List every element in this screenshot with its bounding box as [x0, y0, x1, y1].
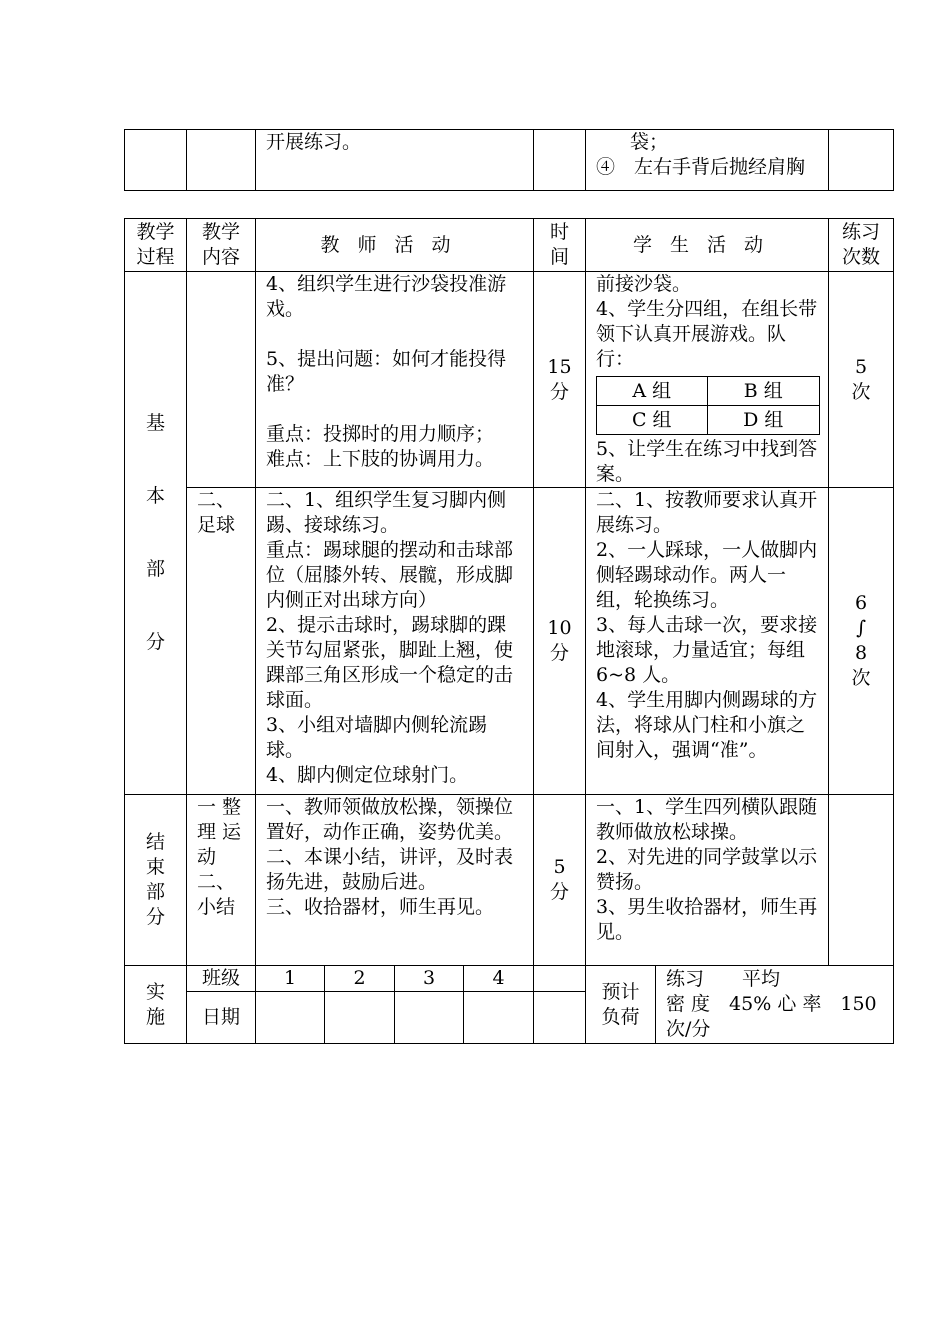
content-line: 动 [197, 846, 217, 868]
practice-unit: 次 [851, 667, 871, 689]
load-value [656, 966, 894, 1044]
basic-label-char: 基 [145, 412, 165, 434]
ending-teacher [256, 795, 534, 966]
basic-row-2 [125, 488, 894, 795]
basic-row2-practice [829, 488, 894, 795]
basic-row1-practice [829, 272, 894, 488]
practice-range: ∫ [856, 617, 866, 639]
header-content [187, 219, 256, 272]
date-cell [464, 992, 534, 1044]
ending-part-label [125, 795, 187, 966]
student-line: 2、对先进的同学鼓掌以示赞扬。 [596, 846, 818, 893]
basic-label-char: 本 [145, 485, 165, 507]
basic-part-label [125, 272, 187, 795]
time-value: 5 [553, 856, 566, 878]
basic-row2-content [187, 488, 256, 795]
time-value: 15 [547, 355, 572, 378]
content-line: 一 整 [197, 796, 242, 818]
header-process [125, 219, 187, 272]
impl-label-char: 施 [145, 1005, 165, 1028]
header-time-line: 时 [550, 221, 570, 243]
header-content-line: 教学 [201, 221, 240, 243]
header-practice-line: 练习 [842, 221, 881, 243]
cont-student-line: 袋； [630, 131, 669, 153]
teacher-line: 2、提示击球时，踢球脚的踝关节勾屈紧张，脚趾上翘，使踝部三角区形成一个稳定的击球面。 [266, 614, 514, 711]
content-line: 小结 [197, 896, 236, 918]
continuation-table [124, 129, 894, 191]
header-process-line: 过程 [136, 246, 175, 268]
header-practice [829, 219, 894, 272]
load-label-line: 预计 [601, 980, 640, 1003]
group-c: C 组 [597, 406, 708, 435]
basic-row-1 [125, 272, 894, 488]
teacher-line: 重点：踢球腿的摆动和击球部位（屈膝外转、展髋，形成脚内侧正对出球方向） [266, 539, 514, 611]
student-line: 3、每人击球一次，要求接地滚球，力量适宜；每组6~8 人。 [596, 614, 818, 686]
class-label: 班级 [187, 966, 256, 992]
ending-practice [829, 795, 894, 966]
class-number: 4 [464, 966, 534, 992]
basic-row1-time [534, 272, 586, 488]
teacher-line: 三、收拾器材，师生再见。 [266, 896, 495, 918]
basic-label-char: 部 [145, 558, 165, 580]
group-d: D 组 [707, 406, 819, 435]
time-unit: 分 [550, 642, 570, 664]
cont-process-cell [125, 130, 187, 191]
class-number: 3 [395, 966, 464, 992]
content-line: 二、 [197, 871, 236, 893]
class-number: 2 [325, 966, 395, 992]
teacher-line: 一、教师领做放松操，领操位置好，动作正确，姿势优美。 [266, 796, 514, 843]
header-practice-line: 次数 [842, 246, 881, 268]
load-label-line: 负荷 [601, 1005, 640, 1028]
ending-time [534, 795, 586, 966]
class-number: 1 [256, 966, 325, 992]
ending-label-char: 部 [145, 881, 165, 903]
impl-empty-cell [534, 966, 586, 992]
basic-row1-content [187, 272, 256, 488]
student-line: 2、一人踩球，一人做脚内侧轻踢球动作。两人一组，轮换练习。 [596, 539, 818, 611]
content-line: 理 运 [197, 821, 242, 843]
ending-student [586, 795, 829, 966]
group-b: B 组 [707, 377, 819, 406]
student-line: 一、1、学生四列横队跟随教师做放松球操。 [596, 796, 818, 843]
student-line: 4、学生分四组，在组长带领下认真开展游戏。队行： [596, 298, 818, 370]
teacher-line: 难点：上下肢的协调用力。 [266, 448, 495, 470]
header-time [534, 219, 586, 272]
basic-row2-student [586, 488, 829, 795]
ending-content [187, 795, 256, 966]
basic-row1-teacher [256, 272, 534, 488]
load-line: 次/分 [666, 1018, 711, 1040]
date-label: 日期 [187, 992, 256, 1044]
ending-label-char: 束 [145, 856, 165, 878]
load-line: 练习 平均 [666, 968, 781, 990]
teacher-line: 二、本课小结，讲评，及时表扬先进，鼓励后进。 [266, 846, 514, 893]
practice-count: 8 [854, 642, 868, 664]
header-time-line: 间 [550, 246, 570, 268]
basic-row2-teacher [256, 488, 534, 795]
cont-student-line: ④ 左右手背后抛经肩胸 [596, 156, 806, 178]
header-process-line: 教学 [136, 221, 175, 243]
implementation-label [125, 966, 187, 1044]
teacher-line: 3、小组对墙脚内侧轮流踢球。 [266, 714, 488, 761]
student-line: 二、1、按教师要求认真开展练习。 [596, 489, 818, 536]
impl-label-char: 实 [145, 980, 165, 1003]
student-line: 3、男生收拾器材，师生再见。 [596, 896, 818, 943]
cont-time-cell [534, 130, 586, 191]
load-label [586, 966, 656, 1044]
date-cell [395, 992, 464, 1044]
practice-count: 6 [854, 592, 868, 614]
cont-student-cell [586, 130, 829, 191]
student-line: 5、让学生在练习中找到答案。 [596, 438, 818, 485]
cont-teacher-cell [256, 130, 534, 191]
teacher-line: 4、脚内侧定位球射门。 [266, 764, 469, 786]
teacher-line: 5、提出问题：如何才能投得准？ [266, 348, 507, 395]
lesson-plan-table [124, 218, 894, 1044]
implementation-row-class [125, 966, 894, 992]
time-value: 10 [547, 617, 572, 639]
date-cell [325, 992, 395, 1044]
practice-unit: 次 [851, 380, 871, 403]
date-cell [534, 992, 586, 1044]
basic-row1-student [586, 272, 829, 488]
header-student: 学生活动 [586, 219, 829, 272]
group-formation-grid [596, 376, 820, 435]
ending-label-char: 分 [145, 906, 165, 928]
group-a: A 组 [597, 377, 708, 406]
content-line: 足球 [197, 514, 236, 536]
basic-label-char: 分 [145, 631, 165, 653]
basic-row2-time [534, 488, 586, 795]
teacher-line: 4、组织学生进行沙袋投准游戏。 [266, 273, 507, 320]
ending-label-char: 结 [145, 831, 165, 853]
time-unit: 分 [550, 380, 570, 403]
content-line: 二、 [197, 489, 236, 511]
cont-content-cell [187, 130, 256, 191]
cont-practice-cell [829, 130, 894, 191]
student-line: 前接沙袋。 [596, 273, 692, 295]
teacher-line: 二、1、组织学生复习脚内侧踢、接球练习。 [266, 489, 507, 536]
date-cell [256, 992, 325, 1044]
ending-row [125, 795, 894, 966]
student-line: 4、学生用脚内侧踢球的方法，将球从门柱和小旗之间射入，强调“准”。 [596, 689, 818, 761]
header-teacher: 教师活动 [256, 219, 534, 272]
header-row [125, 219, 894, 272]
cont-teacher-text: 开展练习。 [266, 131, 362, 153]
practice-count: 5 [854, 355, 868, 378]
header-content-line: 内容 [201, 246, 240, 268]
teacher-line: 重点：投掷时的用力顺序； [266, 423, 495, 445]
time-unit: 分 [550, 881, 570, 903]
load-line: 密 度 45% 心 率 150 [666, 993, 877, 1015]
